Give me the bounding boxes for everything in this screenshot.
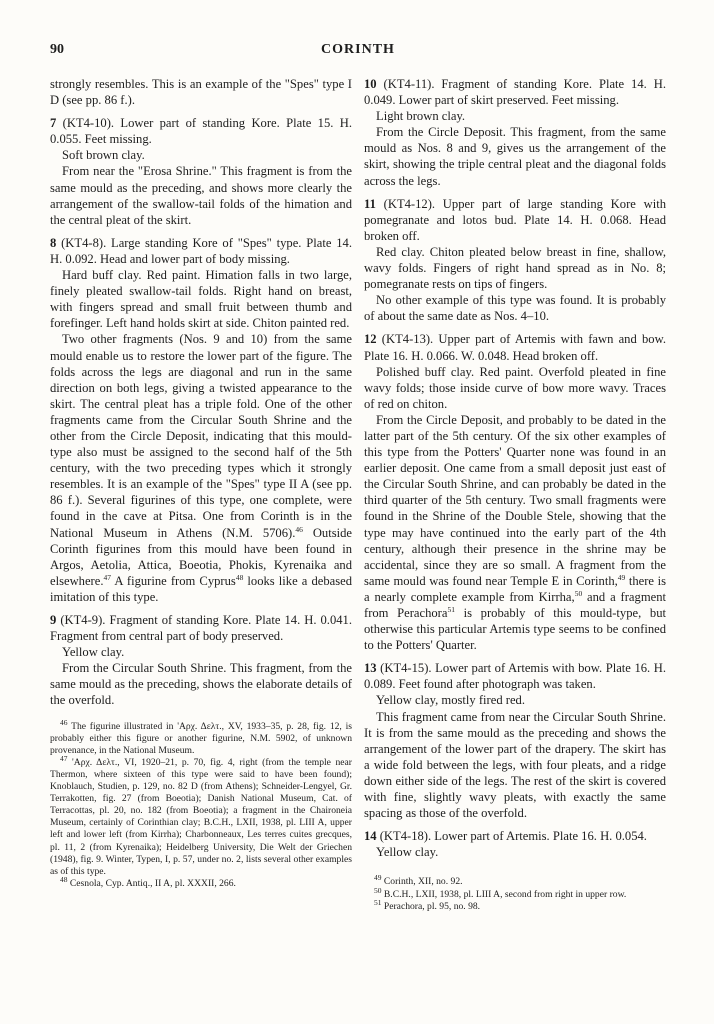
footnote-ref-49[interactable]: 49 [617, 572, 626, 582]
paragraph [50, 331, 352, 605]
paragraph: Yellow clay. [376, 845, 439, 860]
footnote-48 [50, 874, 352, 890]
footnote-number: 47 [60, 753, 68, 763]
catalogue-entry-11 [364, 196, 666, 325]
text-run: Two other fragments (Nos. 9 and 10) from the same mould enable us to restore the lower part of the figure. The folds across the legs are diagonal and run in the same direction on both legs, giving a twisted appearance to the skirt. The central pleat has a triple fold. One of the other fragments came from the Circular South Shrine and the other from the Circle Deposit, indicating that this mould-type also must be assigned to the second half of the 5th century, with the two preceding types which it strongly resembles. It is an example of the "Spes" type II A (see pp. 86 f.). Several figurines of this type, one complete, were found in the cave at Pitsa. One from Corinth is in the National Museum in Athens (N.M. 5706). [50, 332, 352, 540]
text-run: and a fragment from Perachora [364, 589, 667, 620]
footnote-ref-48[interactable]: 48 [235, 572, 244, 582]
continued-paragraph [50, 76, 352, 108]
paragraph: Polished buff clay. Red paint. Overfold pleated in fine wavy folds; those inside curve of bow more wavy. Traces of red on chiton. [364, 364, 666, 411]
catalogue-entry-13 [364, 660, 666, 821]
entry-number: 9 [50, 613, 57, 627]
running-head: CORINTH [321, 42, 395, 57]
text-run: A figurine from Cyprus [111, 573, 236, 588]
paragraph: From near the "Erosa Shrine." This fragment is from the same mould as the preceding, and shows more clearly the arrangement of the swallow-tail folds of the himation and the central pleat of the skirt. [50, 164, 352, 227]
entry-number: 12 [364, 332, 377, 347]
entry-heading: (KT4-8). Large standing Kore of "Spes" type. Plate 14. H. 0.092. Head and lower part of body missing. [50, 235, 352, 266]
footnote-text: B.C.H., LXII, 1938, pl. LIII A, second from right in upper row. [381, 888, 627, 900]
footnote-number: 49 [374, 873, 382, 883]
catalogue-entry-7 [50, 115, 352, 228]
paragraph: Soft brown clay. [62, 148, 145, 163]
entry-heading: (KT4-9). Fragment of standing Kore. Plate 14. H. 0.041. Fragment from central part of body preserved. [50, 613, 352, 644]
text-run: Outside Corinth figurines from this mould have been found in Argos, Aetolia, Attica, Boeotia, Phokis, Kyrenaika and elsewhere. [50, 525, 353, 588]
footnotes-left [50, 717, 352, 890]
footnote-text: Corinth, XII, no. 92. [381, 876, 463, 888]
footnote-text: Perachora, pl. 95, no. 98. [381, 900, 481, 912]
footnote-46 [50, 717, 352, 757]
footnote-text: Cesnola, Cyp. Antiq., II A, pl. XXXII, 266. [67, 877, 236, 889]
paragraph: From the Circular South Shrine. This fragment, from the same mould as the preceding, shows the elaborate details of the overfold. [50, 661, 352, 708]
paragraph: Hard buff clay. Red paint. Himation falls in two large, finely pleated swallow-tail folds. Right hand on breast, with fingers spread and small fruit between thumb and forefinger. Left hand holds skirt at side. Chiton painted red. [50, 268, 352, 331]
paragraph: strongly resembles. This is an example of the "Spes" type I D (see pp. 86 f.). [50, 77, 352, 108]
entry-heading: (KT4-13). Upper part of Artemis with fawn and bow. Plate 16. H. 0.066. W. 0.048. Head broken off. [364, 332, 666, 363]
paragraph: Yellow clay. [62, 645, 125, 660]
paragraph [364, 412, 666, 653]
entry-heading: (KT4-11). Fragment of standing Kore. Plate 14. H. 0.049. Lower part of skirt preserved. Feet missing. [364, 77, 666, 108]
footnote-ref-51[interactable]: 51 [447, 604, 455, 614]
paragraph: This fragment came from near the Circular South Shrine. It is from the same mould as the preceding and shows the arrangement of the lower part of the drapery. The skirt has a wide fold between the legs, with four pleats, and a ridge down either side of the legs. The rest of the skirt is covered with fine, slightly wavy pleats, with exactly the same spacing as those of the overfold. [364, 709, 666, 821]
footnote-49 [364, 873, 666, 888]
entry-number: 11 [364, 196, 376, 211]
page-number: 90 [50, 42, 64, 57]
paragraph: No other example of this type was found. It is probably of about the same date as Nos. 4–10. [364, 293, 666, 324]
left-column [50, 76, 352, 890]
paragraph: Yellow clay, mostly fired red. [376, 693, 526, 708]
footnote-ref-50[interactable]: 50 [574, 588, 583, 598]
text-run: From the Circle Deposit, and probably to be dated in the latter part of the 5th century. Of the six other examples of this type from the Potters' Quarter none was found in an earlier deposit. One came from a small deposit just east of the Circular South Shrine, and can probably be dated in the third quarter of the 5th century. Two small fragments were found in the Shrine of the Double Stele, showing that the type may have continued into the early part of the 4th century, although their presence in the shrine may be accidental, since they are so small. A fragment from the same mould was found near Temple E in Corinth, [364, 412, 666, 588]
entry-number: 7 [50, 116, 57, 131]
entry-number: 13 [364, 661, 377, 676]
catalogue-entry-10 [364, 76, 666, 189]
paragraph: Red clay. Chiton pleated below breast in fine, shallow, wavy folds. Fingers of right hand spread as in No. 8; pomegranate rests on tips of fingers. [364, 244, 666, 292]
paragraph: Light brown clay. [376, 109, 466, 124]
entry-heading: (KT4-18). Lower part of Artemis. Plate 16. H. 0.054. [376, 829, 647, 844]
text-run: there is a nearly complete example from Kirrha, [364, 573, 666, 604]
footnote-number: 51 [374, 897, 382, 907]
entry-heading: (KT4-12). Upper part of large standing Kore with pomegranate and lotos bud. Plate 14. H. 0.068. Head broken off. [364, 196, 666, 243]
text-run: is probably of this mould-type, but otherwise this particular Artemis type seems to be confined to the Potters' Quarter. [364, 606, 666, 653]
footnote-ref-46[interactable]: 46 [295, 524, 303, 534]
entry-number: 8 [50, 235, 57, 250]
catalogue-entry-9 [50, 612, 352, 709]
entry-number: 14 [364, 829, 377, 844]
footnote-text: 'Αρχ. Δελτ., VI, 1920–21, p. 70, fig. 4, right (from the temple near Thermon, where sixteen of this type were said to have been found); Knoblauch, Studien, p. 129, no. 82 D (from Athens); Schneider-Lengyel, Gr. Terrakotten, fig. 27 (from Boeotia); Danish National Museum, Cat. of Terracottas, pl. 20, no. 182 (from Boeotia); a fragment in the Chaironeia Museum, certainly of Corinthian clay; B.C.H., LXII, 1938, pl. LIII A, upper left and lower left (from Kirrha); Charbonneaux, Les terres cuites grecques, pl. 11, 2 (from Kyrenaika); Heidelberg University, Die Welt der Griechen (1948), fig. 9. Winter, Typen, I, p. 57, under no. 2, lists several other examples as of this type. [50, 756, 352, 877]
right-column [364, 76, 666, 913]
footnotes-right [364, 873, 666, 912]
footnote-47 [50, 753, 352, 878]
footnote-number: 48 [60, 874, 68, 884]
footnote-ref-47[interactable]: 47 [103, 572, 111, 582]
entry-heading: (KT4-15). Lower part of Artemis with bow. Plate 16. H. 0.089. Feet found after photograph was taken. [364, 661, 666, 692]
footnote-number: 46 [60, 717, 68, 727]
catalogue-entry-8 [50, 235, 352, 605]
entry-number: 10 [364, 77, 377, 91]
paragraph: From the Circle Deposit. This fragment, from the same mould as Nos. 8 and 9, gives us the arrangement of the skirt, showing the triple central pleat and the diagonal folds across the legs. [364, 125, 666, 188]
page-header [50, 42, 666, 62]
text-run: looks like a debased imitation of this type. [50, 573, 353, 604]
entry-heading: (KT4-10). Lower part of standing Kore. Plate 15. H. 0.055. Feet missing. [50, 116, 352, 147]
catalogue-entry-12 [364, 331, 666, 653]
footnote-50 [364, 885, 666, 901]
footnote-number: 50 [374, 885, 382, 895]
footnote-51 [364, 897, 666, 913]
footnote-text: The figurine illustrated in 'Αρχ. Δελτ., XV, 1933–35, p. 28, fig. 12, is probably either this figure or another figurine, N.M. 5902, of unknown provenance, in the National Museum. [50, 720, 352, 756]
catalogue-entry-14 [364, 828, 666, 860]
